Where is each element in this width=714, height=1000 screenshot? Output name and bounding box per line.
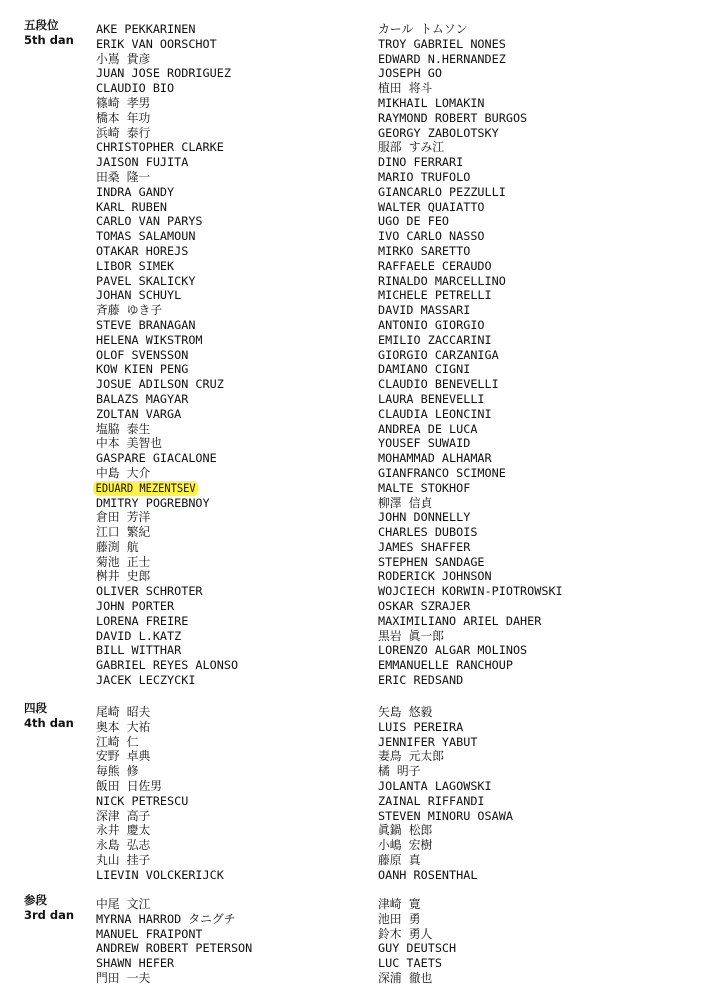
member-name: 永井 慶太 bbox=[96, 823, 151, 838]
list-item bbox=[378, 654, 563, 673]
member-name: RODERICK JOHNSON bbox=[378, 569, 492, 584]
member-name: TROY GABRIEL NONES bbox=[378, 36, 506, 51]
rank-label-en: 5th dan bbox=[24, 32, 74, 47]
name-column-right bbox=[378, 893, 457, 985]
rank-label-en: 3rd dan bbox=[24, 907, 75, 922]
member-name: RAYMOND ROBERT BURGOS bbox=[378, 110, 528, 125]
member-name: LUIS PEREIRA bbox=[378, 719, 464, 734]
member-name: OSKAR SZRAJER bbox=[378, 599, 471, 614]
list-item bbox=[96, 937, 253, 956]
list-item bbox=[96, 849, 224, 867]
member-name: 毎熊 修 bbox=[96, 764, 139, 779]
list-item bbox=[378, 240, 563, 258]
list-item bbox=[378, 462, 563, 480]
list-item bbox=[378, 551, 563, 569]
member-name: HELENA WIKSTROM bbox=[96, 332, 203, 347]
rank-label-ja: 五段位 bbox=[24, 18, 59, 32]
name-column-left bbox=[95, 18, 239, 688]
list-item bbox=[96, 432, 238, 451]
list-item bbox=[378, 18, 563, 36]
list-item bbox=[96, 625, 238, 643]
list-item bbox=[96, 107, 238, 125]
rank-label-en: 4th dan bbox=[24, 715, 74, 730]
list-item bbox=[378, 166, 563, 184]
member-name: GIORGIO CARZANIGA bbox=[378, 347, 499, 362]
member-name: RAFFAELE CERAUDO bbox=[378, 258, 492, 273]
member-name: GIANCARLO PEZZULLI bbox=[378, 184, 506, 199]
member-name: CLAUDIA LEONCINI bbox=[378, 406, 492, 421]
member-name: GUY DEUTSCH bbox=[378, 941, 457, 956]
list-item bbox=[378, 506, 563, 525]
member-name: OANH ROSENTHAL bbox=[378, 867, 478, 882]
list-item bbox=[96, 908, 252, 926]
list-item bbox=[378, 373, 563, 392]
member-name: BILL WITTHAR bbox=[96, 643, 182, 658]
member-name: CARLO VAN PARYS bbox=[96, 214, 203, 229]
member-name: UGO DE FEO bbox=[378, 214, 450, 229]
list-item bbox=[96, 745, 224, 764]
member-name: TOMAS SALAMOUN bbox=[96, 229, 196, 244]
member-name: 門田 一夫 bbox=[96, 970, 151, 985]
list-item bbox=[378, 805, 513, 823]
list-item bbox=[378, 48, 563, 66]
list-item bbox=[96, 255, 238, 273]
member-name: 尾崎 昭夫 bbox=[96, 705, 151, 719]
member-name: 植田 将斗 bbox=[378, 81, 433, 96]
list-item bbox=[96, 210, 238, 229]
highlighted-name: EDUARD MEZENTSEV bbox=[93, 481, 198, 496]
section-heading bbox=[24, 893, 74, 923]
name-column-left bbox=[96, 893, 253, 985]
member-name: JAISON FUJITA bbox=[96, 155, 189, 170]
member-name: YOUSEF SUWAID bbox=[378, 436, 471, 451]
list-item bbox=[378, 344, 563, 362]
list-item bbox=[378, 92, 563, 110]
member-name: JOHN PORTER bbox=[96, 599, 175, 614]
name-column-right bbox=[378, 18, 563, 688]
member-name: 奥本 大祐 bbox=[96, 719, 151, 734]
list-item bbox=[378, 432, 563, 451]
name-column-left bbox=[96, 701, 224, 882]
member-name: 中尾 文江 bbox=[96, 897, 151, 911]
member-name: NICK PETRESCU bbox=[96, 793, 189, 808]
member-name: CLAUDIO BENEVELLI bbox=[378, 377, 499, 392]
member-name: JOHAN SCHUYL bbox=[96, 288, 182, 303]
list-item bbox=[378, 107, 563, 125]
list-item bbox=[96, 565, 238, 584]
member-name: 永島 弘志 bbox=[96, 838, 151, 853]
list-item bbox=[378, 314, 563, 332]
member-name: 服部 すみ江 bbox=[378, 140, 445, 155]
member-name: 桝井 史郎 bbox=[96, 569, 151, 584]
member-name: 塩脇 泰生 bbox=[96, 421, 151, 436]
list-item bbox=[378, 731, 513, 749]
member-name: GABRIEL REYES ALONSO bbox=[96, 658, 239, 673]
list-item bbox=[96, 775, 224, 793]
member-name: 藤原 真 bbox=[378, 852, 421, 867]
member-name: EMMANUELLE RANCHOUP bbox=[378, 658, 513, 673]
member-name: JOSEPH GO bbox=[378, 66, 442, 81]
member-name: STEVE BRANAGAN bbox=[96, 317, 196, 332]
member-name: DAVID MASSARI bbox=[378, 303, 471, 318]
list-item bbox=[96, 284, 238, 303]
member-name: DAVID L.KATZ bbox=[96, 628, 182, 643]
member-name: 安野 卓典 bbox=[96, 749, 151, 764]
list-item bbox=[96, 864, 224, 882]
section-heading bbox=[24, 18, 74, 48]
list-item bbox=[378, 77, 563, 96]
list-item bbox=[378, 834, 513, 853]
member-name: 橋本 年功 bbox=[96, 110, 151, 125]
member-name: OLOF SVENSSON bbox=[96, 347, 189, 362]
list-item bbox=[96, 225, 238, 244]
member-name: ANDREW ROBERT PETERSON bbox=[96, 941, 253, 956]
member-name: DAMIANO CIGNI bbox=[378, 362, 471, 377]
list-item bbox=[378, 225, 563, 244]
member-name: IVO CARLO NASSO bbox=[378, 229, 485, 244]
member-name: 妻鳥 元太郎 bbox=[378, 749, 445, 764]
list-item bbox=[96, 122, 238, 140]
member-name: JENNIFER YABUT bbox=[378, 734, 478, 749]
member-name: 小嶋 宏樹 bbox=[378, 838, 433, 853]
member-name: EMILIO ZACCARINI bbox=[378, 332, 492, 347]
list-item bbox=[378, 358, 563, 377]
member-name: ANTONIO GIORGIO bbox=[378, 317, 485, 332]
member-name: 江口 繁紀 bbox=[96, 525, 151, 540]
member-name: ERIC REDSAND bbox=[378, 673, 464, 688]
member-name: 津崎 寛 bbox=[378, 897, 421, 911]
member-name: JAMES SHAFFER bbox=[378, 539, 471, 554]
member-name: 深浦 徹也 bbox=[378, 970, 433, 985]
list-item bbox=[378, 521, 563, 540]
list-item bbox=[378, 403, 563, 421]
member-name: 篠崎 孝男 bbox=[96, 95, 151, 110]
member-name: GEORGY ZABOLOTSKY bbox=[378, 125, 499, 140]
list-item bbox=[96, 373, 238, 392]
list-item bbox=[378, 388, 563, 406]
list-item bbox=[378, 447, 563, 466]
section-heading bbox=[24, 701, 74, 731]
member-name: LUC TAETS bbox=[378, 956, 442, 971]
list-item bbox=[95, 477, 238, 495]
member-name: DMITRY POGREBNOY bbox=[96, 495, 210, 510]
list-item bbox=[378, 893, 456, 911]
member-name: OTAKAR HOREJS bbox=[96, 243, 189, 258]
member-name: 藤渕 航 bbox=[96, 539, 139, 554]
list-item bbox=[96, 447, 238, 466]
list-item bbox=[96, 610, 238, 628]
member-name: WALTER QUAIATTO bbox=[378, 199, 485, 214]
list-item bbox=[378, 565, 563, 584]
list-item bbox=[378, 849, 513, 867]
list-item bbox=[378, 701, 513, 719]
member-name: EDWARD N.HERNANDEZ bbox=[378, 51, 506, 66]
list-item bbox=[96, 834, 224, 853]
list-item bbox=[378, 477, 563, 495]
member-name: MYRNA HARROD タニグチ bbox=[96, 911, 236, 926]
list-item bbox=[96, 240, 238, 258]
member-name: 丸山 挂子 bbox=[96, 852, 151, 867]
list-item bbox=[96, 62, 238, 81]
list-item bbox=[96, 270, 238, 288]
member-name: 矢島 悠毅 bbox=[378, 705, 433, 719]
member-name: ZOLTAN VARGA bbox=[96, 406, 182, 421]
list-item bbox=[96, 790, 224, 808]
member-name: カール トムソン bbox=[378, 22, 468, 36]
member-name: 浜崎 泰行 bbox=[96, 125, 151, 140]
member-name: GIANFRANCO SCIMONE bbox=[378, 465, 506, 480]
member-name: JOHN DONNELLY bbox=[378, 510, 471, 525]
member-name: LIBOR SIMEK bbox=[96, 258, 175, 273]
list-item bbox=[378, 639, 563, 658]
list-item bbox=[378, 151, 563, 170]
member-name: RINALDO MARCELLINO bbox=[378, 273, 506, 288]
list-item bbox=[378, 299, 563, 318]
list-item bbox=[378, 864, 513, 882]
member-name: 柳澤 信貞 bbox=[378, 495, 433, 510]
member-name: 橘 明子 bbox=[378, 764, 421, 779]
member-name: JUAN JOSE RODRIGUEZ bbox=[96, 66, 231, 81]
member-name: CHRISTOPHER CLARKE bbox=[96, 140, 224, 155]
rank-label-ja: 参段 bbox=[24, 893, 47, 907]
list-item bbox=[96, 716, 224, 734]
list-item bbox=[96, 760, 224, 779]
list-item bbox=[378, 790, 513, 808]
member-name: 中島 大介 bbox=[96, 465, 151, 480]
list-item bbox=[96, 639, 238, 658]
member-name: 斉藤 ゆき子 bbox=[96, 303, 163, 318]
list-item bbox=[378, 270, 563, 288]
member-name: PAVEL SKALICKY bbox=[96, 273, 196, 288]
list-item bbox=[378, 536, 563, 554]
list-item bbox=[378, 580, 563, 599]
member-name: STEVEN MINORU OSAWA bbox=[378, 808, 513, 823]
member-name: 菊池 正士 bbox=[96, 554, 151, 569]
list-item bbox=[378, 967, 456, 985]
list-item bbox=[378, 181, 563, 199]
member-name: JACEK LECZYCKI bbox=[96, 673, 196, 688]
member-name: CLAUDIO BIO bbox=[96, 81, 175, 96]
list-item bbox=[378, 760, 513, 779]
member-name: CHARLES DUBOIS bbox=[378, 525, 478, 540]
list-item bbox=[378, 610, 563, 628]
list-item bbox=[96, 819, 224, 838]
list-item bbox=[96, 701, 224, 719]
member-name: 江崎 仁 bbox=[96, 734, 139, 749]
member-name: BALAZS MAGYAR bbox=[96, 391, 189, 406]
list-item bbox=[378, 122, 563, 140]
list-item bbox=[96, 893, 252, 911]
member-name: JOSUE ADILSON CRUZ bbox=[96, 377, 224, 392]
member-name: ZAINAL RIFFANDI bbox=[378, 793, 485, 808]
list-item bbox=[96, 536, 238, 554]
list-item bbox=[378, 329, 563, 347]
member-name: LORENA FREIRE bbox=[96, 613, 189, 628]
member-name: ANDREA DE LUCA bbox=[378, 421, 478, 436]
list-item bbox=[96, 314, 238, 332]
member-name: MICHELE PETRELLI bbox=[378, 288, 492, 303]
member-name: INDRA GANDY bbox=[96, 184, 175, 199]
member-name: 黒岩 眞一郎 bbox=[378, 628, 445, 643]
member-name: 眞鍋 松郎 bbox=[378, 823, 433, 838]
member-name: LIEVIN VOLCKERIJCK bbox=[96, 867, 224, 882]
member-name: MALTE STOKHOF bbox=[378, 480, 471, 495]
member-name: 飯田 日佐男 bbox=[96, 778, 163, 793]
member-name: ERIK VAN OORSCHOT bbox=[96, 36, 217, 51]
member-name: MOHAMMAD ALHAMAR bbox=[378, 451, 492, 466]
list-item bbox=[378, 196, 563, 214]
member-name: 小嶌 貴彦 bbox=[96, 51, 151, 66]
list-item bbox=[96, 181, 238, 199]
list-item bbox=[96, 521, 238, 540]
list-item bbox=[96, 551, 238, 569]
list-item bbox=[378, 418, 563, 436]
member-name: AKE PEKKARINEN bbox=[96, 22, 196, 36]
list-item bbox=[96, 580, 238, 599]
member-name: DINO FERRARI bbox=[378, 155, 464, 170]
member-name: MANUEL FRAIPONT bbox=[96, 926, 203, 941]
member-name: JOLANTA LAGOWSKI bbox=[378, 778, 492, 793]
list-item bbox=[96, 358, 238, 377]
rank-label-ja: 四段 bbox=[24, 701, 47, 715]
list-item bbox=[96, 329, 238, 347]
list-item bbox=[378, 33, 563, 51]
list-item bbox=[96, 731, 224, 749]
member-name: GASPARE GIACALONE bbox=[96, 451, 217, 466]
list-item bbox=[378, 937, 457, 956]
member-name: KOW KIEN PENG bbox=[96, 362, 189, 377]
list-item bbox=[96, 654, 239, 673]
list-item bbox=[378, 284, 563, 303]
member-name: 鈴木 勇人 bbox=[378, 926, 433, 941]
member-name: MIRKO SARETTO bbox=[378, 243, 471, 258]
list-item bbox=[378, 255, 563, 273]
list-item bbox=[378, 923, 456, 941]
member-name: MAXIMILIANO ARIEL DAHER bbox=[378, 613, 542, 628]
list-item bbox=[96, 344, 238, 362]
member-name: 中本 美智也 bbox=[96, 436, 163, 451]
list-item bbox=[378, 775, 513, 793]
member-name: MIKHAIL LOMAKIN bbox=[378, 95, 485, 110]
member-name: 池田 勇 bbox=[378, 911, 421, 926]
list-item bbox=[96, 196, 238, 214]
list-item bbox=[378, 716, 513, 734]
member-name: KARL RUBEN bbox=[96, 199, 168, 214]
list-item bbox=[96, 18, 238, 36]
list-item bbox=[378, 908, 456, 926]
member-name: LAURA BENEVELLI bbox=[378, 391, 485, 406]
member-name: LORENZO ALGAR MOLINOS bbox=[378, 643, 528, 658]
member-name: OLIVER SCHROTER bbox=[96, 584, 203, 599]
member-name: SHAWN HEFER bbox=[96, 956, 175, 971]
member-name: 深津 高子 bbox=[96, 808, 151, 823]
member-name: STEPHEN SANDAGE bbox=[378, 554, 485, 569]
list-item bbox=[96, 136, 238, 155]
member-name: WOJCIECH KORWIN-PIOTROWSKI bbox=[378, 584, 563, 599]
name-column-right bbox=[378, 701, 513, 882]
list-item bbox=[96, 33, 238, 51]
member-name: MARIO TRUFOLO bbox=[378, 169, 471, 184]
member-name: 田桑 隆一 bbox=[96, 169, 151, 184]
member-name: 倉田 芳洋 bbox=[96, 510, 151, 525]
list-item bbox=[96, 403, 238, 421]
list-item bbox=[96, 595, 238, 614]
